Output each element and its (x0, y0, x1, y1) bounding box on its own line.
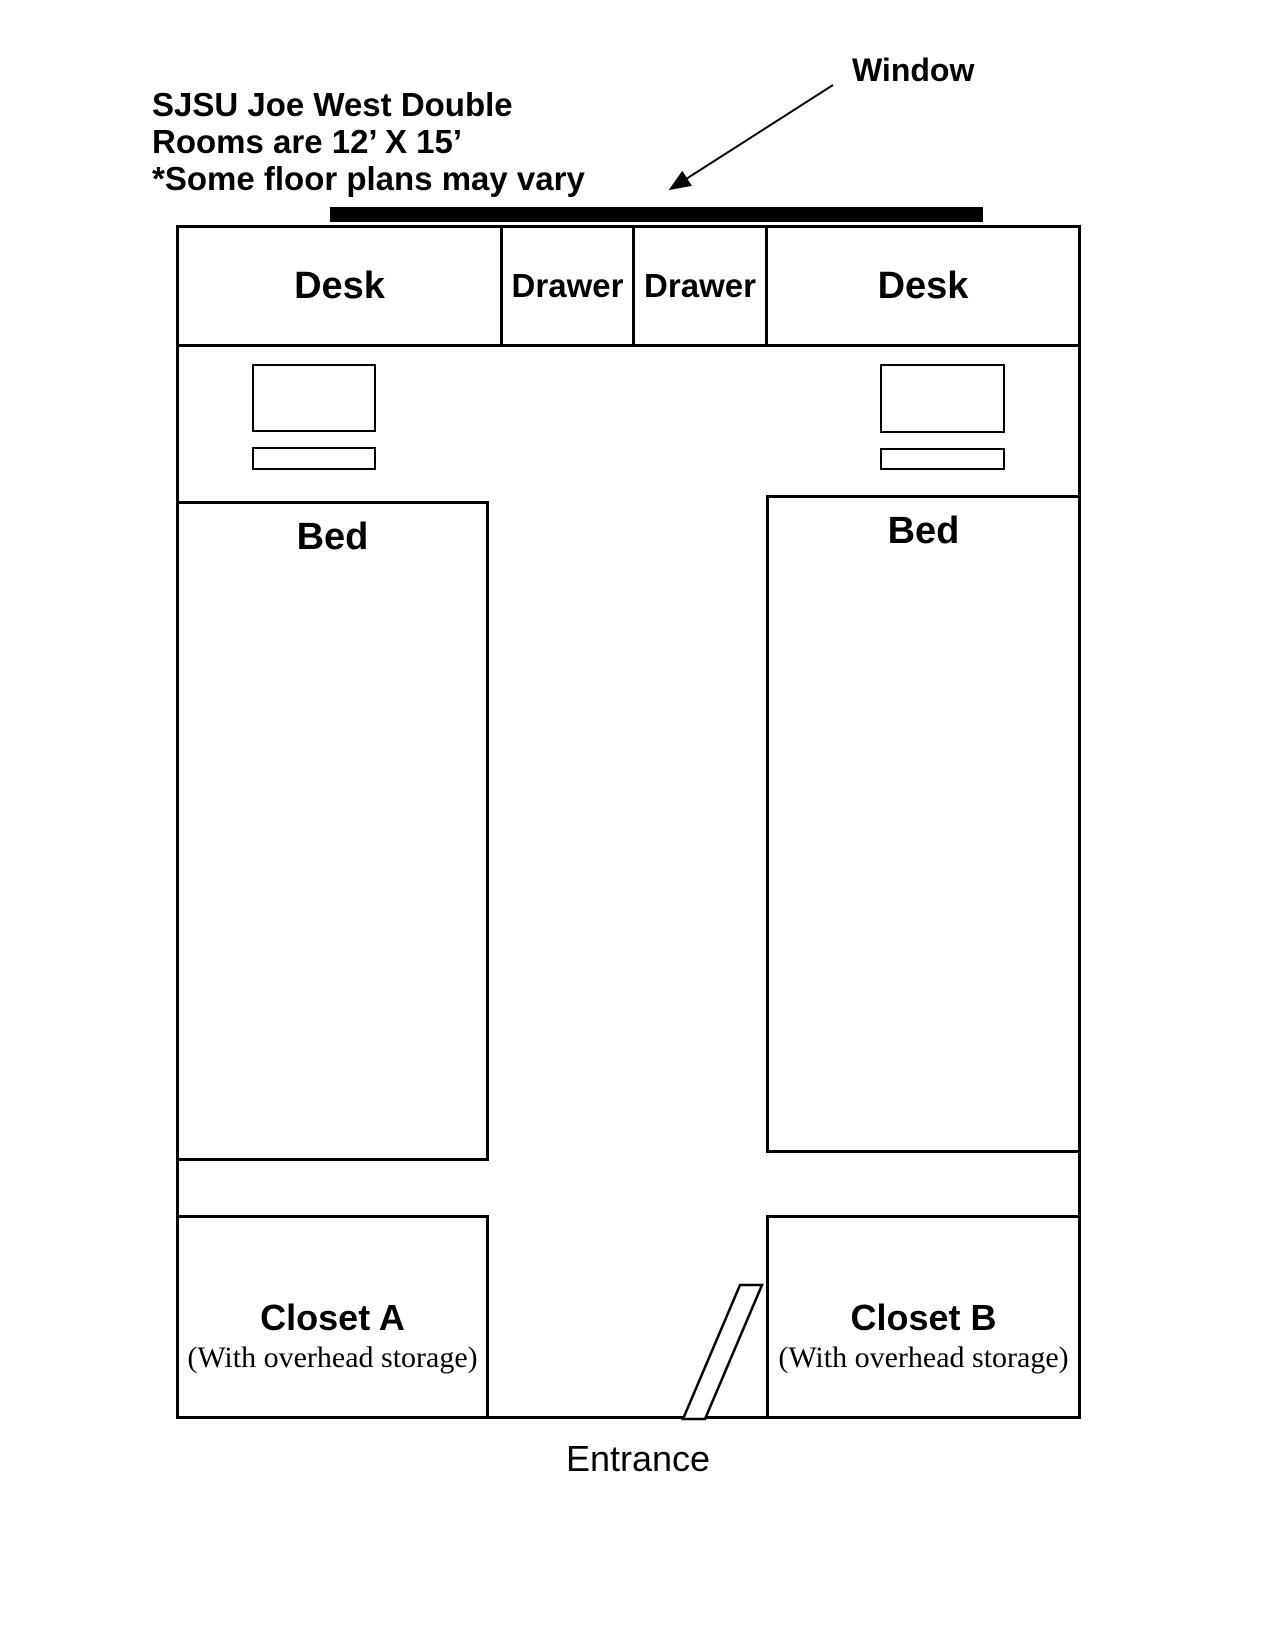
chair-right-seat (880, 364, 1005, 433)
desk-right (765, 225, 1081, 347)
drawer-right-label: Drawer (644, 267, 756, 304)
entrance-label: Entrance (565, 1438, 711, 1479)
bed-right (766, 495, 1081, 1153)
closet-b (766, 1215, 1081, 1419)
title-line-1: SJSU Joe West Double (152, 86, 513, 123)
closet-b-name: Closet B (850, 1297, 997, 1338)
drawer-right (632, 225, 768, 347)
page-title (152, 86, 585, 197)
window-bar (330, 207, 983, 222)
closet-a-name: Closet A (260, 1297, 405, 1338)
title-line-2: Rooms are 12’ X 15’ (152, 123, 463, 160)
bed-right-label: Bed (887, 510, 960, 552)
window-arrow (672, 85, 833, 188)
title-line-3: *Some floor plans may vary (152, 160, 585, 197)
bed-left-label: Bed (296, 516, 369, 558)
closet-a (176, 1215, 489, 1419)
closet-a-note: (With overhead storage) (187, 1341, 478, 1374)
chair-right-back (880, 448, 1005, 470)
drawer-left-label: Drawer (511, 267, 624, 304)
desk-right-label: Desk (877, 264, 969, 307)
bed-left (176, 501, 489, 1161)
desk-left-label: Desk (294, 264, 385, 307)
chair-left-back (252, 447, 376, 470)
desk-left (176, 225, 503, 347)
drawer-left (500, 225, 635, 347)
chair-left-seat (252, 364, 376, 432)
window-label: Window (852, 52, 975, 88)
closet-b-note: (With overhead storage) (778, 1341, 1069, 1374)
